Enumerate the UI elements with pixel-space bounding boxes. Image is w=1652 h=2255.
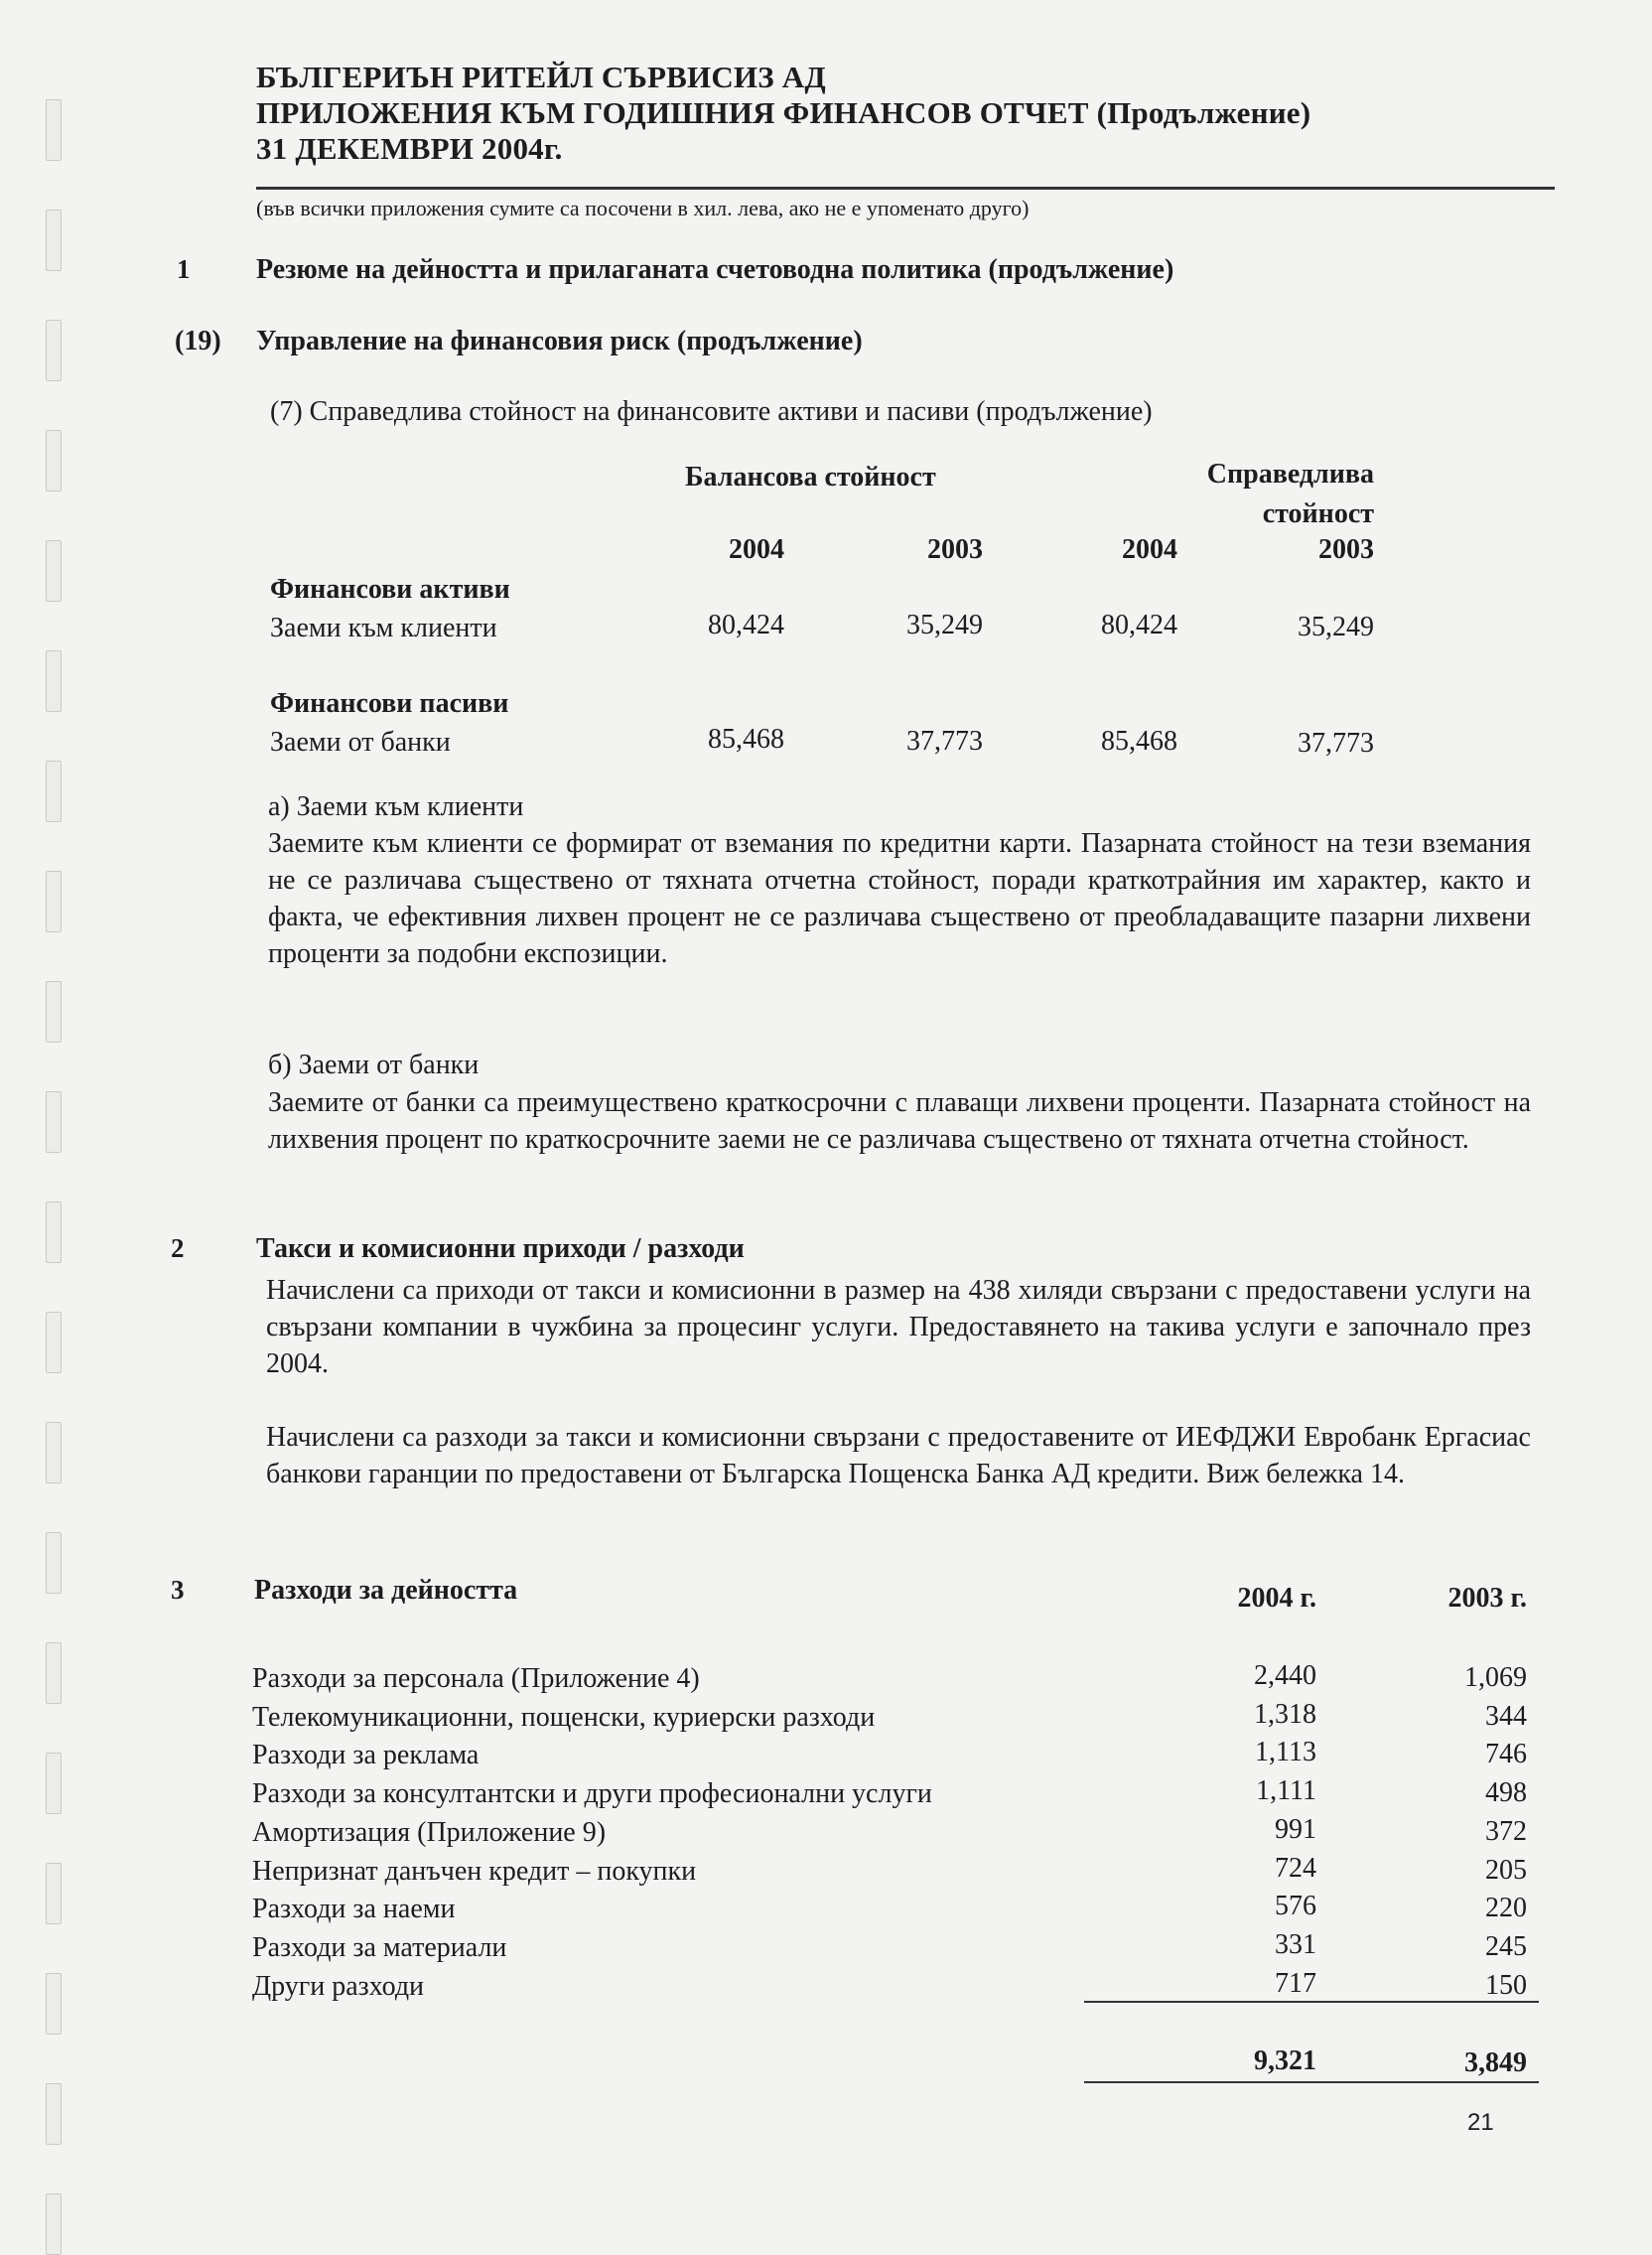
item-7-title: (7) Справедлива стойност на финансовите активи и пасиви (продължение)	[270, 396, 1153, 427]
assets-row-label: Заеми към клиенти	[270, 613, 497, 643]
expense-row-2003: 372	[1485, 1816, 1527, 1847]
assets-book-2004: 80,424	[708, 610, 784, 640]
liabilities-heading: Финансови пасиви	[270, 688, 509, 719]
total-rule	[1084, 2081, 1539, 2083]
binding-hole	[46, 1091, 62, 1153]
assets-book-2003: 35,249	[906, 610, 983, 640]
expense-row-2004: 576	[1275, 1891, 1316, 1921]
binding-hole	[46, 1642, 62, 1704]
col-year-book-2004: 2004	[729, 534, 784, 565]
expense-row-2003: 344	[1485, 1701, 1527, 1732]
binding-hole	[46, 540, 62, 602]
assets-fair-2003: 35,249	[1298, 612, 1374, 642]
binding-hole	[46, 1532, 62, 1594]
note-b-text: Заемите от банки са преимуществено краткосрочни с плаващи лихвени проценти. Пазарната стойност на лихвения процент по краткосрочните заеми не се различава съществено от тяхната отчетна стойност.	[268, 1087, 1531, 1155]
binding-hole	[46, 981, 62, 1043]
expense-row-2004: 2,440	[1254, 1660, 1316, 1691]
section-1-number: 1	[177, 254, 191, 284]
expense-row-label: Разходи за персонала (Приложение 4)	[252, 1663, 700, 1694]
assets-fair-2004: 80,424	[1101, 610, 1177, 640]
liabilities-book-2004: 85,468	[708, 724, 784, 755]
col-year-fair-2003: 2003	[1318, 534, 1374, 565]
report-date: 31 ДЕКЕМВРИ 2004г.	[256, 131, 563, 166]
section-2-number: 2	[171, 1233, 185, 1263]
expense-row-2003: 1,069	[1464, 1662, 1527, 1693]
expense-row-label: Разходи за материали	[252, 1932, 507, 1963]
expense-row-label: Разходи за консултантски и други професионални услуги	[252, 1778, 932, 1809]
note-a-text: Заемите към клиенти се формират от вземания по кредитни карти. Пазарната стойност на тези вземания не се различава съществено от тяхната отчетна стойност, поради краткотрайния им характер, както и факта, че ефективния лихвен процент не се различава съществено от преобладаващите пазарни лихвени проценти за подобни експозиции.	[268, 828, 1531, 969]
expense-row-label: Амортизация (Приложение 9)	[252, 1817, 607, 1848]
binding-hole	[46, 99, 62, 161]
liabilities-fair-2003: 37,773	[1298, 728, 1374, 759]
expense-row-2004: 724	[1275, 1853, 1316, 1884]
document-header	[256, 60, 1547, 167]
binding-hole	[46, 320, 62, 381]
binding-hole	[46, 650, 62, 712]
note-b-title: б) Заеми от банки	[268, 1050, 480, 1080]
expense-row-2003: 498	[1485, 1777, 1527, 1808]
subsection-19-title: Управление на финансовия риск (продължение)	[256, 326, 863, 356]
expenses-col-2003: 2003 г.	[1447, 1583, 1527, 1614]
expense-row-2003: 245	[1485, 1931, 1527, 1962]
binding-hole	[46, 1863, 62, 1924]
col-group-book-value: Балансова стойност	[685, 462, 936, 493]
assets-heading: Финансови активи	[270, 574, 510, 605]
expense-row-2003: 746	[1485, 1739, 1527, 1769]
expense-row-2004: 1,113	[1255, 1737, 1316, 1767]
section-1-title: Резюме на дейността и прилаганата счетоводна политика (продължение)	[256, 254, 1174, 285]
liabilities-book-2003: 37,773	[906, 726, 983, 757]
binding-hole	[46, 761, 62, 822]
expense-row-label: Разходи за наеми	[252, 1894, 456, 1924]
col-year-book-2003: 2003	[927, 534, 983, 565]
page-number: 21	[1467, 2109, 1494, 2136]
expenses-total-2003: 3,849	[1464, 2047, 1527, 2078]
expense-row-label: Разходи за реклама	[252, 1740, 480, 1770]
subsection-19-number: (19)	[175, 326, 221, 356]
expense-row-2004: 1,318	[1254, 1699, 1316, 1730]
expense-row-2004: 1,111	[1256, 1775, 1316, 1806]
note-a-title: а) Заеми към клиенти	[268, 791, 524, 822]
binding-hole	[46, 210, 62, 271]
binding-hole	[46, 1201, 62, 1263]
expenses-col-2004: 2004 г.	[1237, 1583, 1316, 1614]
company-name: БЪЛГЕРИЪН РИТЕЙЛ СЪРВИСИЗ АД	[256, 60, 826, 94]
col-group-fair-value-line2: стойност	[1262, 498, 1374, 529]
binding-hole	[46, 430, 62, 492]
liabilities-fair-2004: 85,468	[1101, 726, 1177, 757]
binding-hole	[46, 1753, 62, 1814]
liabilities-row-label: Заеми от банки	[270, 727, 451, 758]
expense-row-2003: 220	[1485, 1893, 1527, 1923]
expense-row-label: Телекомуникационни, пощенски, куриерски разходи	[252, 1702, 876, 1733]
col-group-fair-value-line1: Справедлива	[1206, 459, 1374, 490]
expense-row-label: Други разходи	[252, 1971, 425, 2002]
section-2-para-1: Начислени са приходи от такси и комисионни в размер на 438 хиляди свързани с предоставени услуги на свързани компании в чужбина за процесинг услуги. Предоставянето на такива услуги е започнало през 2004.	[266, 1275, 1531, 1379]
header-rule	[256, 187, 1555, 190]
binding-holes	[46, 0, 75, 2233]
expense-row-2003: 205	[1485, 1855, 1527, 1886]
binding-hole	[46, 2083, 62, 2145]
report-title: ПРИЛОЖЕНИЯ КЪМ ГОДИШНИЯ ФИНАНСОВ ОТЧЕТ (Продължение)	[256, 95, 1311, 130]
binding-hole	[46, 1422, 62, 1483]
expense-row-2004: 717	[1275, 1968, 1316, 1999]
binding-hole	[46, 871, 62, 932]
expense-row-2004: 991	[1275, 1814, 1316, 1845]
expenses-total-2004: 9,321	[1254, 2045, 1316, 2076]
binding-hole	[46, 1312, 62, 1373]
subtotal-rule	[1084, 2001, 1539, 2003]
binding-hole	[46, 2193, 62, 2255]
expense-row-label: Непризнат данъчен кредит – покупки	[252, 1856, 697, 1887]
expense-row-2003: 150	[1485, 1970, 1527, 2001]
section-3-number: 3	[171, 1575, 185, 1605]
section-2-title: Такси и комисионни приходи / разходи	[256, 1233, 745, 1264]
col-year-fair-2004: 2004	[1122, 534, 1177, 565]
section-3-title: Разходи за дейността	[254, 1575, 518, 1606]
binding-hole	[46, 1973, 62, 2035]
expense-row-2004: 331	[1275, 1929, 1316, 1960]
currency-note: (във всички приложения сумите са посочени в хил. лева, ако не е упоменато друго)	[256, 196, 1030, 220]
section-2-para-2: Начислени са разходи за такси и комисионни свързани с предоставените от ИЕФДЖИ Евробанк Ергасиас банкови гаранции по предоставени от Българска Пощенска Банка АД кредити. Виж бележка 14.	[266, 1422, 1531, 1489]
